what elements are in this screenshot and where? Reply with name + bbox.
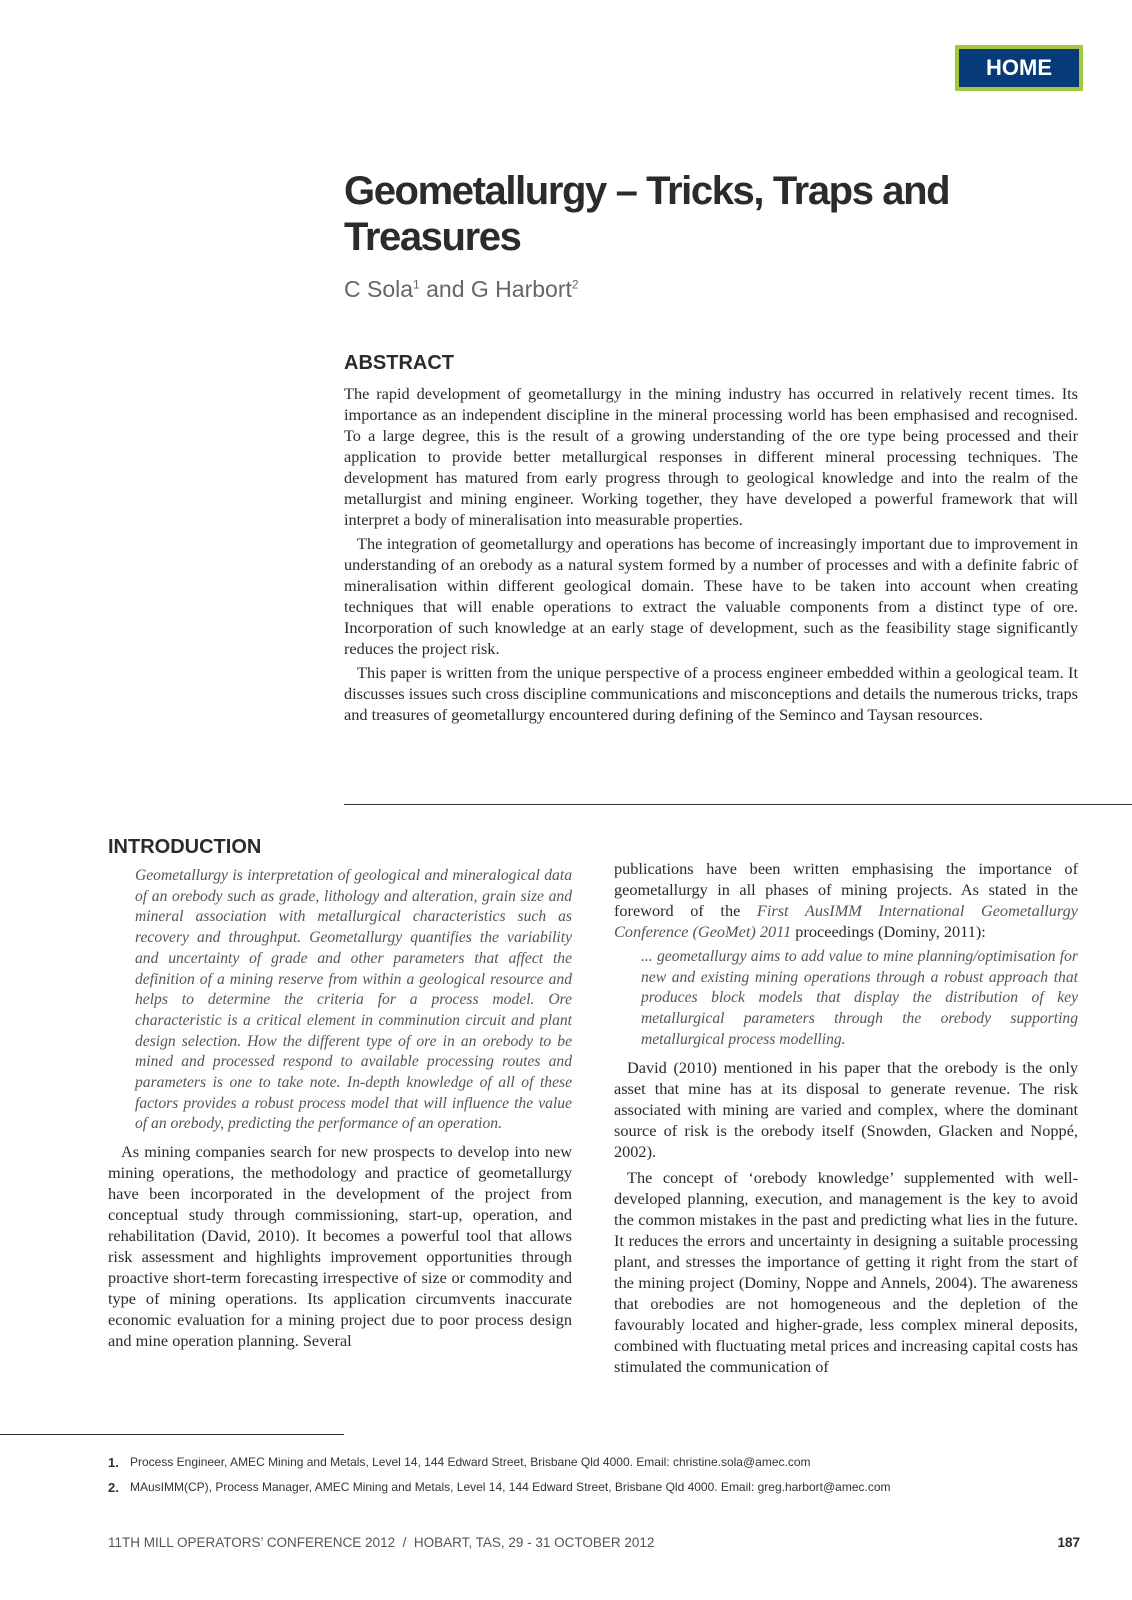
abstract-paragraph: This paper is written from the unique perspective of a process engineer embedded within a geological team. It discusses issues such cross discipline communications and misconceptions and details the numerous tricks, traps and treasures of geometallurgy encountered during defining of the Seminco and Taysan resources. (344, 663, 1078, 724)
abstract-body (344, 383, 1078, 728)
home-button[interactable]: HOME (955, 45, 1083, 91)
paper-title: Geometallurgy – Tricks, Traps and Treasures (344, 169, 950, 259)
body-paragraph: The concept of ‘orebody knowledge’ supplemented with well-developed planning, execution, and management is the key to avoid the common mistakes in the past and predicting what lies in the future. It reduces the errors and uncertainty in designing a suitable processing plant, and stresses the importance of getting it right from the start of the mining project (Dominy, Noppe and Annels, 2004). The awareness that orebodies are not homogeneous and the depletion of the favourably located and higher-grade, less complex mineral deposits, combined with fluctuating metal prices and increasing capital costs has stimulated the communication of (614, 1167, 1078, 1376)
author-affiliation-mark: 1 (413, 277, 420, 292)
author-affiliation-mark: 2 (571, 277, 579, 292)
footnotes (108, 1455, 1068, 1505)
author-line (344, 276, 579, 303)
left-column (108, 866, 572, 1356)
proceedings-title: First AusIMM International Geometallurgy Conference (GeoMet) 2011 (614, 901, 1078, 941)
abstract-paragraph: The integration of geometallurgy and operations has become of increasingly important due to improvement in understanding of an orebody as a natural system formed by a number of processes and with a definite fabric of mineralisation within different geological domain. These have to be taken into account when creating techniques that will enable operations to extract the valuable components from a distinct type of ore. Incorporation of such knowledge at an early stage of development, such as the feasibility stage significantly reduces the project risk. (344, 534, 1078, 658)
abstract-heading: ABSTRACT (344, 352, 454, 374)
page-number: 187 (1057, 1535, 1080, 1550)
paragraph-text: proceedings (Dominy, 2011): (791, 922, 986, 941)
footnote-number: 2. (108, 1480, 119, 1495)
section-divider (344, 804, 1132, 805)
author-name: C Sola (344, 276, 414, 302)
definition-quote: Geometallurgy is interpretation of geological and mineralogical data of an orebody such as grade, lithology and alteration, grain size and mineral association with metallurgical characteristics such as recovery and throughput. Geometallurgy quantifies the variability and uncertainty of grade and other parameters that affect the definition of a mining reserve from within a geological resource and helps to determine the criteria for a process model. Ore characteristic is a critical element in comminution circuit and plant design selection. How the different type of ore in an orebody to be mined and processed respond to available processing routes and parameters is one to take note. In-depth knowledge of all of these factors provides a robust process model that will influence the value of an orebody, predicting the performance of an operation. (135, 867, 572, 1133)
footnote (108, 1480, 1068, 1495)
author-joiner: and (419, 276, 471, 302)
footnote-number: 1. (108, 1455, 119, 1470)
footnote-divider (0, 1434, 344, 1435)
footnote (108, 1455, 1068, 1470)
conference-footer: 11TH MILL OPERATORS’ CONFERENCE 2012 / HOBART, TAS, 29 - 31 OCTOBER 2012 (108, 1535, 655, 1550)
body-paragraph (614, 858, 1078, 942)
footnote-text: MAusIMM(CP), Process Manager, AMEC Mining and Metals, Level 14, 144 Edward Street, Brisbane Qld 4000. Email: greg.harbort@amec.com (130, 1480, 891, 1494)
right-column (614, 858, 1078, 1382)
paragraph-text: publications have been written emphasising the importance of geometallurgy in all phases of mining projects. As stated in the foreword of the (614, 859, 1078, 920)
author-name: G Harbort (470, 276, 572, 302)
footnote-text: Process Engineer, AMEC Mining and Metals, Level 14, 144 Edward Street, Brisbane Qld 4000. Email: christine.sola@amec.com (130, 1455, 811, 1469)
body-paragraph: David (2010) mentioned in his paper that the orebody is the only asset that mine has at its disposal to generate revenue. The risk associated with mining are varied and complex, where the dominant source of risk is the orebody itself (Snowden, Glacken and Noppé, 2002). (614, 1057, 1078, 1161)
body-paragraph: As mining companies search for new prospects to develop into new mining operations, the methodology and practice of geometallurgy have been incorporated in the development of the project from conceptual study through commissioning, start-up, operation, and rehabilitation (David, 2010). It becomes a powerful tool that allows risk assessment and highlights improvement opportunities through proactive short-term forecasting irrespective of size or commodity and type of mining operations. Its application circumvents inaccurate economic evaluation for a mining project due to poor process design and mine operation planning. Several (108, 1142, 572, 1351)
block-quote: ... geometallurgy aims to add value to mine planning/optimisation for new and existing mining operations through a robust approach that produces block models that display the distribution of key metallurgical parameters through the orebody supporting metallurgical process modelling. (641, 948, 1078, 1048)
introduction-heading: INTRODUCTION (108, 836, 262, 858)
abstract-paragraph: The rapid development of geometallurgy in the mining industry has occurred in relatively recent times. Its importance as an independent discipline in the mineral processing world has been emphasised and recognised. To a large degree, this is the result of a growing understanding of the ore type being processed and their application to provide better metallurgical responses in different mineral processing techniques. The development has matured from early progress through to geological knowledge and into the realm of the metallurgist and mining engineer. Working together, they have developed a powerful framework that will interpret a body of mineralisation into measurable properties. (344, 384, 1078, 529)
